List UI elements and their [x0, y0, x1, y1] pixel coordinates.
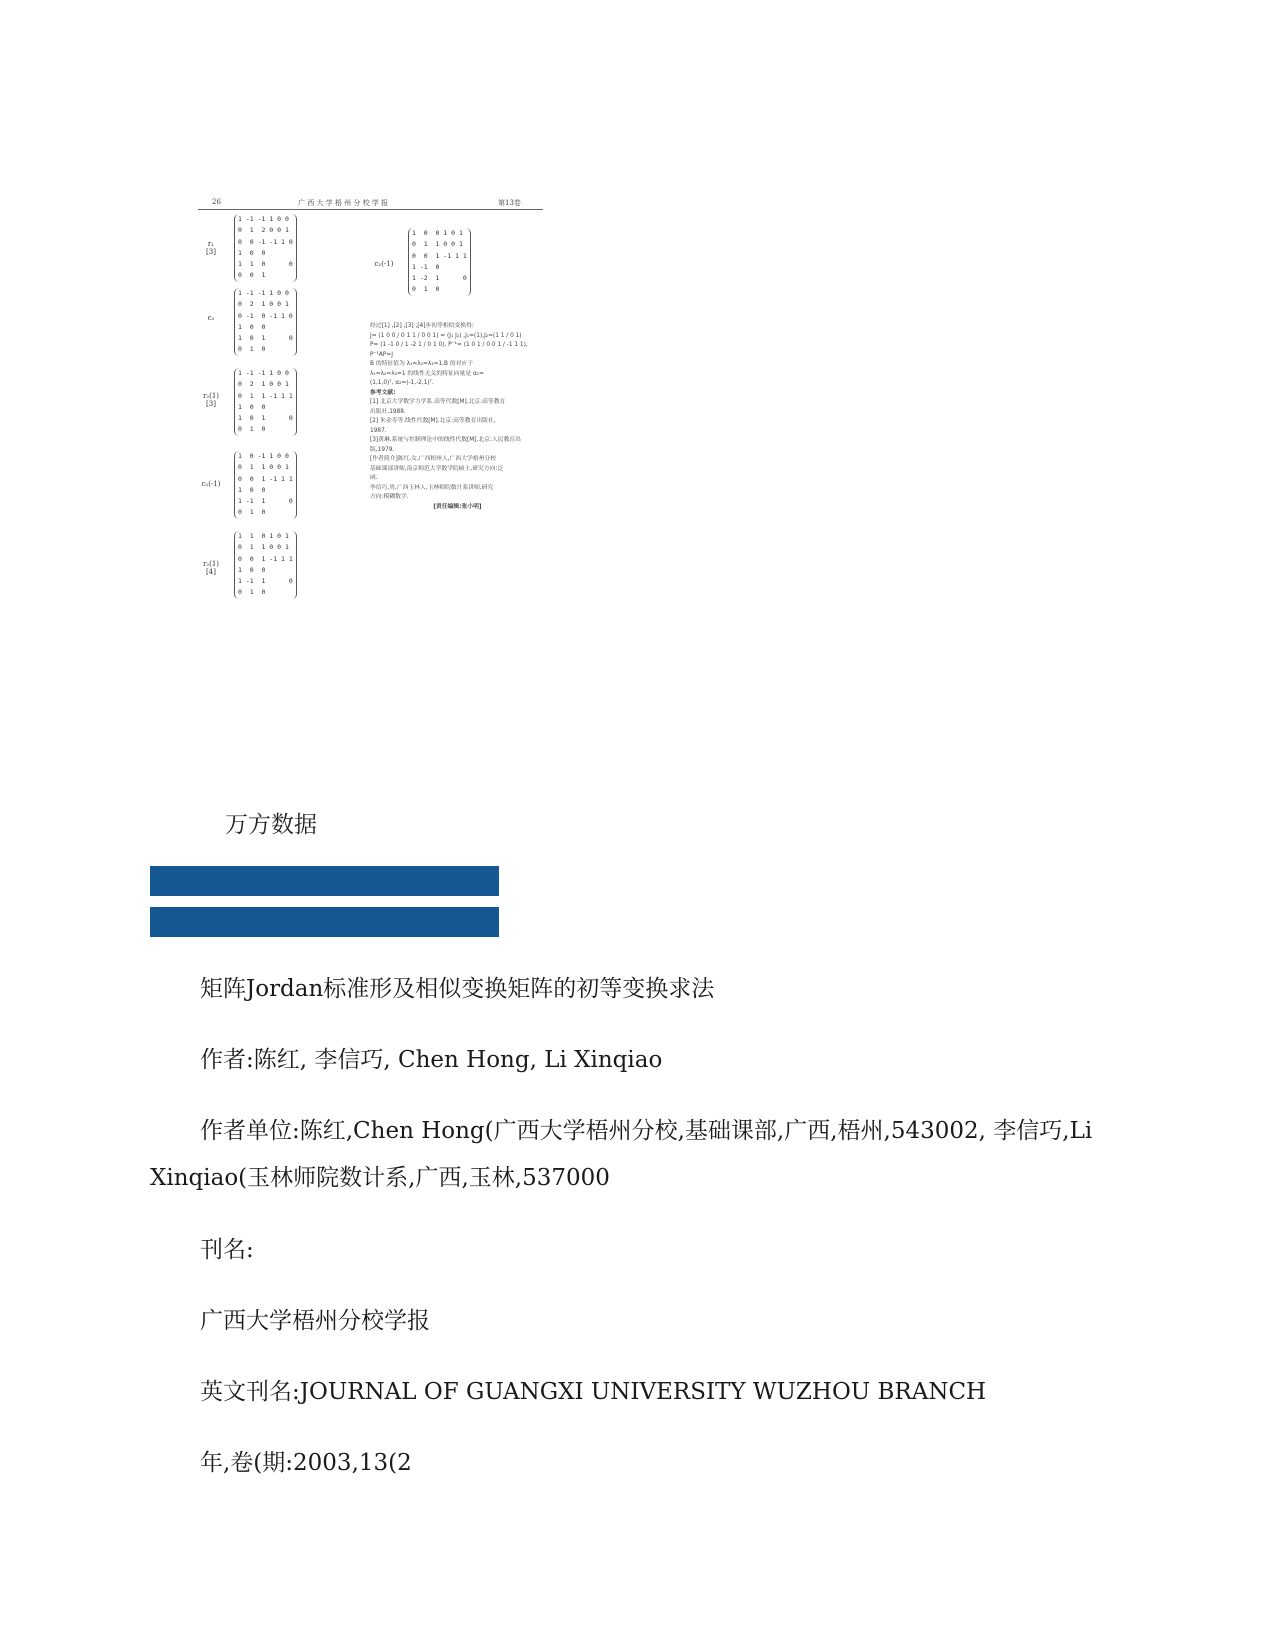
journal-label: 刊名: — [200, 1237, 254, 1263]
scan-text-line: P= (1 -1 0 / 1 -2 1 / 0 1 0), P⁻¹= (1 0 1 / 0 0 1 / -1 1 1), P⁻¹AP=J — [370, 342, 528, 358]
blue-bar-bottom — [150, 907, 499, 937]
scan-header-rule — [198, 209, 543, 210]
scan-matrix-2: 1 -1 -1 1 0 0 0 2 1 0 0 1 0 -1 0 -1 1 0 1 0 0 1 0 1 0 0 1 0 — [234, 288, 297, 356]
scan-header — [198, 196, 543, 210]
scan-matrix-5: 1 1 0 1 0 1 0 1 1 0 0 1 0 0 1 -1 1 1 1 0 0 1 -1 1 0 0 1 0 — [234, 531, 297, 599]
scan-text-line: λ₁=λ₂=λ₃=1 的线性无关的特征向量是 α₁= — [370, 370, 484, 377]
scan-arrow-3: r₂(1) [3] — [202, 392, 220, 408]
scan-arrow-6: c₂(-1) — [374, 260, 394, 268]
scan-text-line: 基础课部讲师,南京师范大学数学院硕士,研究方向:泛 — [370, 465, 504, 472]
scan-arrow-1: r₁ [3] — [206, 240, 216, 256]
scan-arrow-5: r₂(1) [4] — [202, 560, 220, 576]
scanned-page-image — [198, 196, 543, 632]
scan-journal-name: 广 西 大 学 梧 州 分 校 学 报 — [298, 199, 389, 207]
scan-text-line: [1] 北京大学数学力学系.高等代数[M].北京:高等教育 — [370, 399, 506, 405]
scan-text-line: (1,1,0)ᵀ, α₂=(-1,-2,1)ᵀ. — [370, 380, 434, 386]
scan-text-line: [3]黄琳.系统与控制理论中的线性代数[M].北京:人民教育出版,1979. — [370, 437, 521, 453]
scan-text-line: 参考文献: — [370, 389, 396, 396]
scan-text-line: 方向:模糊数学. — [370, 494, 409, 500]
scan-text-line: B 的特征值为 λ₁=λ₂=λ₃=1,B 的对应于 — [370, 361, 474, 367]
scan-text-line: [责任编辑:张小明] — [433, 503, 482, 510]
scan-text-line: 函. — [370, 475, 378, 481]
affiliation-line-2: Xinqiao(玉林师院数计系,广西,玉林,537000 — [150, 1165, 610, 1191]
scan-text-line: [作者简介]陈红,女,广西梧州人,广西大学梧州分校 — [370, 456, 496, 462]
scan-matrix-4: 1 0 -1 1 0 0 0 1 1 0 0 1 0 0 1 -1 1 1 1 0 0 1 -1 1 0 0 1 0 — [234, 451, 297, 519]
scan-volume: 第13卷 — [498, 199, 521, 207]
scan-text-line: 李信巧,男,广西玉林人,玉林师院数计系讲师,研究 — [370, 484, 494, 491]
affiliation-line-1: 作者单位:陈红,Chen Hong(广西大学梧州分校,基础课部,广西,梧州,543002, 李信巧,Li — [200, 1118, 1093, 1144]
authors-line: 作者:陈红, 李信巧, Chen Hong, Li Xinqiao — [200, 1047, 663, 1073]
article-title: 矩阵Jordan标准形及相似变换矩阵的初等变换求法 — [200, 976, 715, 1002]
scan-arrow-4: c₂(-1) — [201, 480, 221, 488]
blue-bar-top — [150, 866, 499, 896]
scan-text-line: J= (1 0 0 / 0 1 1 / 0 0 1) = (J₁ J₂) ,J₁=(1),J₂=(1 1 / 0 1) — [370, 332, 522, 339]
scan-matrix-6: 1 0 0 1 0 1 0 1 1 0 0 1 0 0 1 -1 1 1 1 -1 0 1 -2 1 0 0 1 0 — [408, 228, 471, 296]
scan-text-line: 经过[1] ,[2] ,[3] ,[4]步初等相似变换得: — [370, 323, 474, 329]
english-journal-name: 英文刊名:JOURNAL OF GUANGXI UNIVERSITY WUZHOU BRANCH — [200, 1379, 987, 1405]
scan-matrix-1: 1 -1 -1 1 0 0 0 1 2 0 0 1 0 0 -1 -1 1 0 1 0 0 1 1 0 0 0 0 1 — [234, 214, 297, 282]
scan-arrow-2: c₂ — [207, 314, 215, 322]
scan-page-number: 26 — [212, 198, 221, 206]
scan-text-line: [2] 朱金寿等.线性代数[M].北京:高等教育出版社, — [370, 418, 496, 424]
scan-text-line: 1987. — [370, 427, 387, 434]
scan-body-text — [370, 322, 545, 512]
scan-matrix-3: 1 -1 -1 1 0 0 0 2 1 0 0 1 0 1 1 -1 1 1 1 0 0 1 0 1 0 0 1 0 — [234, 368, 297, 436]
journal-name: 广西大学梧州分校学报 — [200, 1308, 430, 1334]
year-volume-issue: 年,卷(期:2003,13(2 — [200, 1450, 412, 1476]
scan-text-line: 出版社,1988. — [370, 408, 406, 415]
wanfang-watermark: 万方数据 — [225, 812, 317, 838]
